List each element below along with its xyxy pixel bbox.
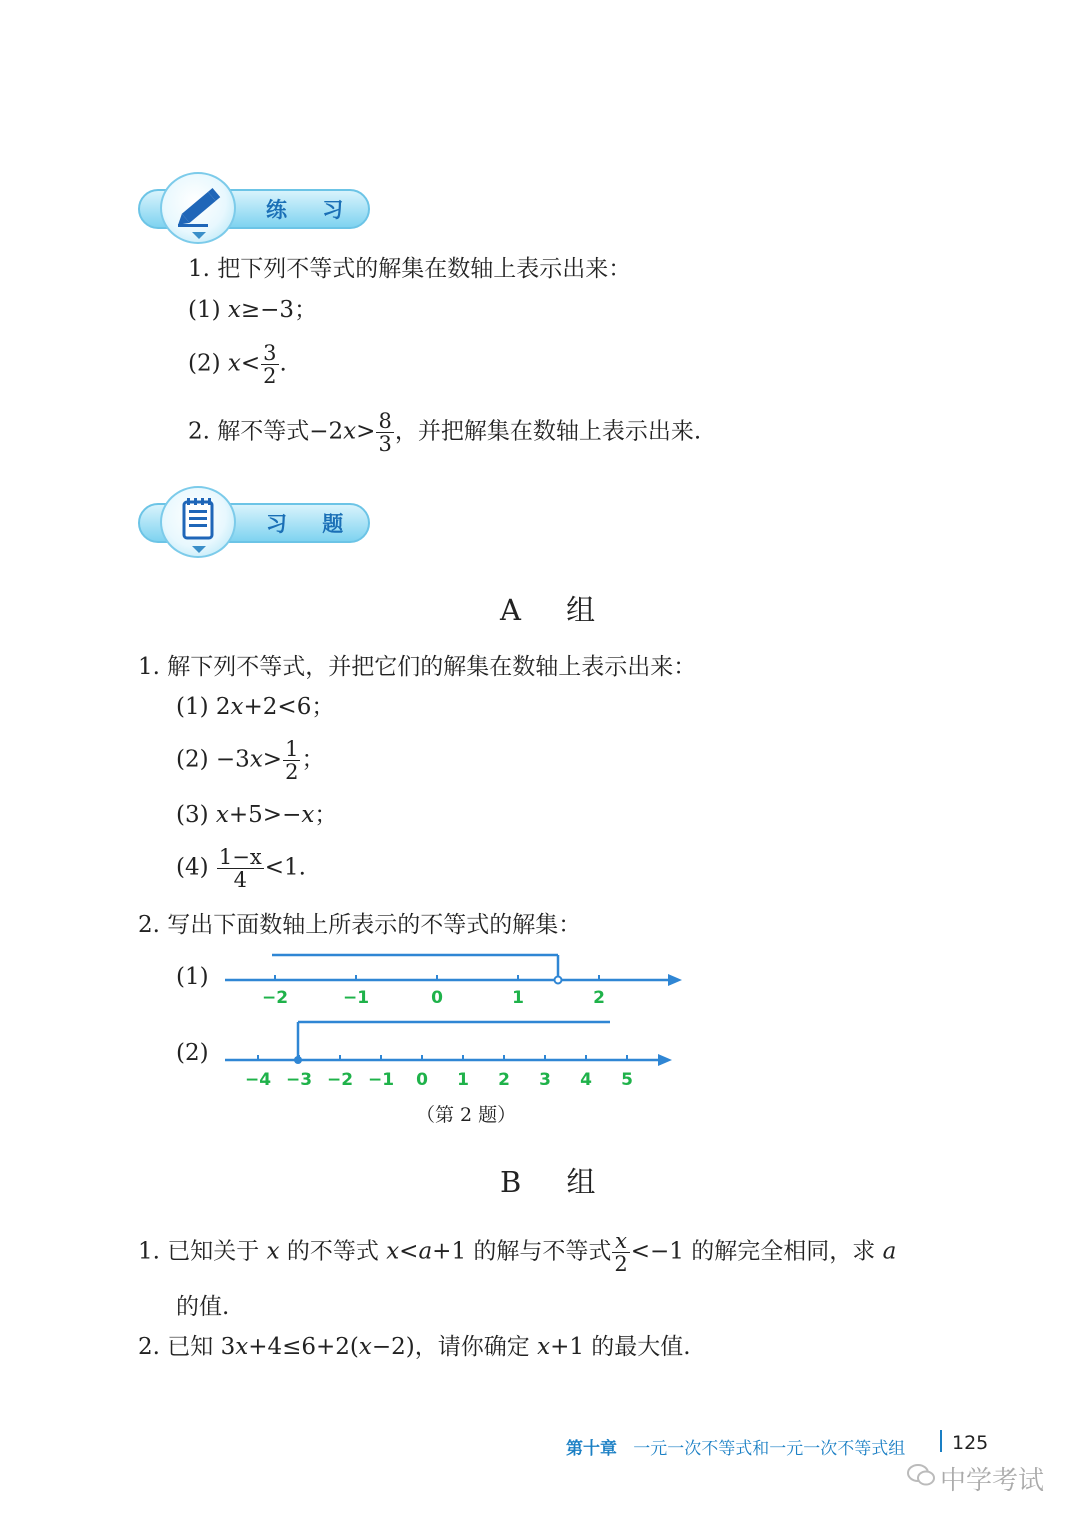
number-line-2 bbox=[0, 1010, 720, 1100]
practice-q1-1: (1) x≥−3； bbox=[188, 297, 318, 323]
axis-tick-label: −1 bbox=[367, 1070, 395, 1090]
exercise-a1-2: (2) −3x> $\frac{1}{2}$ ； bbox=[176, 737, 325, 785]
axis-tick-label: −2 bbox=[261, 988, 289, 1008]
exercise-b1: 1. 已知关于 x 的不等式 x<a+1 的解与不等式 $\frac{x}{2}$ <−1 的解完全相同，求 a bbox=[138, 1229, 897, 1277]
group-b-heading: B 组 bbox=[500, 1165, 614, 1199]
practice-q2: 2. 解不等式−2x> $\frac{8}{3}$ ，并把解集在数轴上表示出来. bbox=[188, 409, 702, 457]
group-a-heading: A 组 bbox=[500, 593, 614, 627]
footer-divider bbox=[940, 1430, 942, 1452]
footer-chapter: 第十章 一元一次不等式和一元一次不等式组 bbox=[566, 1439, 906, 1459]
axis-tick-label: 0 bbox=[416, 1070, 428, 1090]
exercise-a1-4: (4) $\frac{1-x}{4}$ <1. bbox=[176, 845, 306, 893]
axis-tick-label: 2 bbox=[498, 1070, 510, 1090]
practice-banner bbox=[138, 172, 378, 248]
practice-q1-2: (2) x< $\frac{3}{2}$ . bbox=[188, 341, 287, 389]
exercise-b2: 2. 已知 3x+4≤6+2(x−2)，请你确定 x+1 的最大值. bbox=[138, 1334, 691, 1360]
exercise-a1-3: (3) x+5>−x； bbox=[176, 802, 338, 828]
axis2-label: (2) bbox=[176, 1040, 209, 1066]
exercise-a2: 2. 写出下面数轴上所表示的不等式的解集： bbox=[138, 912, 582, 938]
axis-tick-label: −4 bbox=[244, 1070, 272, 1090]
axis-tick-label: 4 bbox=[580, 1070, 592, 1090]
axis-tick-label: 1 bbox=[512, 988, 524, 1008]
axis-tick-label: −3 bbox=[285, 1070, 313, 1090]
exercises-banner bbox=[138, 486, 378, 562]
exercise-b1-cont: 的值. bbox=[176, 1294, 230, 1320]
axis-tick-label: 3 bbox=[539, 1070, 551, 1090]
axis-tick-label: 2 bbox=[593, 988, 605, 1008]
practice-q1: 1. 把下列不等式的解集在数轴上表示出来： bbox=[188, 256, 632, 282]
figure-caption: （第 2 题） bbox=[416, 1104, 517, 1126]
page-number: 125 bbox=[952, 1432, 989, 1454]
watermark: 中学考试 bbox=[940, 1466, 1045, 1496]
exercise-a1-1: (1) 2x+2<6； bbox=[176, 694, 335, 720]
number-line-1 bbox=[0, 940, 720, 1020]
axis-tick-label: 1 bbox=[457, 1070, 469, 1090]
exercises-title: 习 题 bbox=[266, 512, 358, 536]
wechat-icon bbox=[906, 1462, 936, 1492]
exercise-a1: 1. 解下列不等式，并把它们的解集在数轴上表示出来： bbox=[138, 654, 697, 680]
axis1-label: (1) bbox=[176, 964, 209, 990]
axis-tick-label: 0 bbox=[431, 988, 443, 1008]
practice-title: 练 习 bbox=[266, 198, 358, 222]
axis-tick-label: −1 bbox=[342, 988, 370, 1008]
axis-tick-label: 5 bbox=[621, 1070, 633, 1090]
axis-tick-label: −2 bbox=[326, 1070, 354, 1090]
